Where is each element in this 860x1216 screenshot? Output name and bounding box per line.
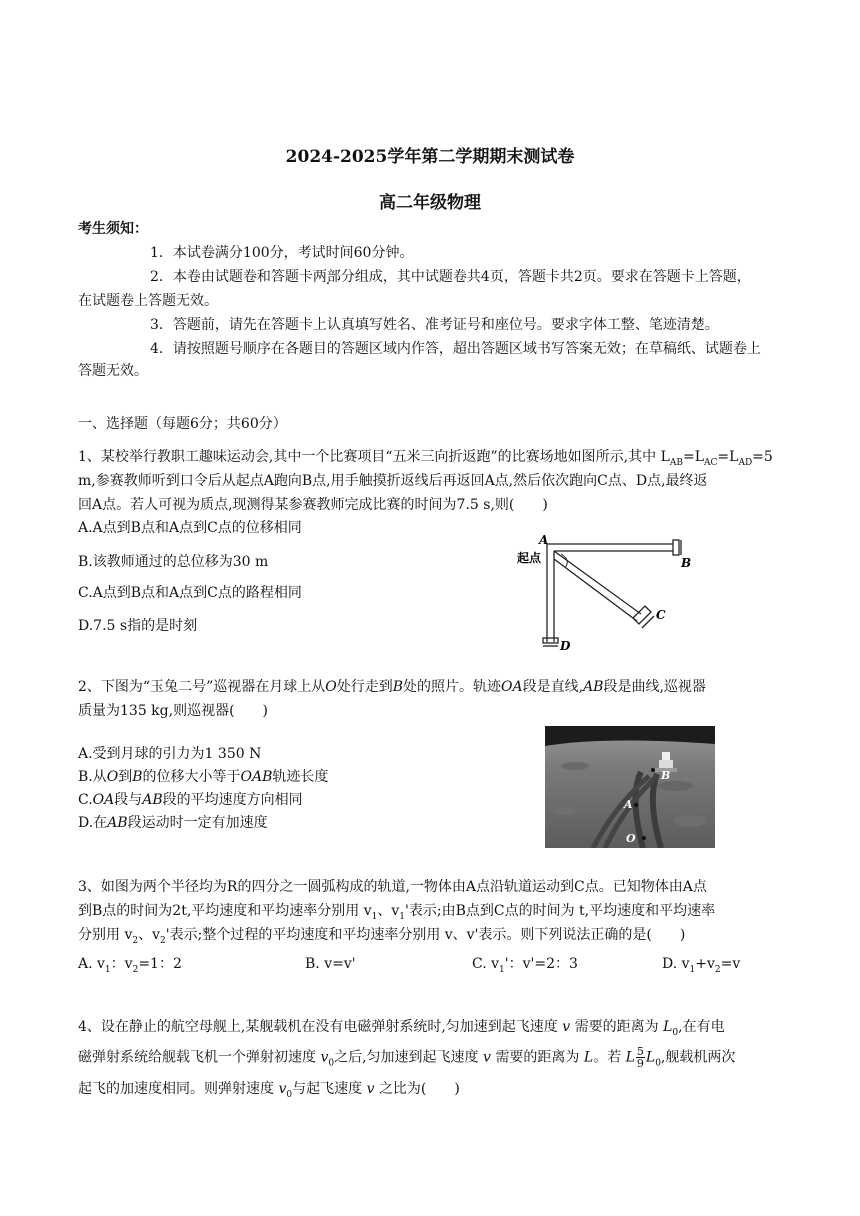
q4-line-1: 4、设在静止的航空母舰上,某舰载机在没有电磁弹射系统时,匀加速到起飞速度 v 需要的距离为 $L_0$,在有电 xyxy=(78,1019,725,1038)
exam-title: 2024-2025学年第二学期期末测试卷 xyxy=(285,147,575,167)
notice-item-2: 2．本卷由试题卷和答题卡两部分组成，其中试题卷共4页，答题卡共2页。要求在答题卡上答题， xyxy=(150,269,751,285)
label-c: C xyxy=(656,608,666,622)
q3-line-3: 分别用 $v_2$、$v_2'$表示;整个过程的平均速度和平均速率分别用 v、v'表示。则下列说法正确的是( ) xyxy=(78,927,686,946)
notice-item-1: 1．本试卷满分100分，考试时间60分钟。 xyxy=(150,245,414,261)
q2-line-2: 质量为135 kg,则巡视器( ) xyxy=(78,703,268,719)
point-a-dot xyxy=(634,803,638,807)
crater xyxy=(561,762,589,770)
point-o-dot xyxy=(642,836,646,840)
label-a: A xyxy=(539,533,549,547)
q4-line-3: 起飞的加速度相同。则弹射速度 $v_0$与起飞速度 v 之比为( ) xyxy=(78,1081,460,1100)
q2-option-a: A.受到月球的引力为1 350 N xyxy=(78,746,262,762)
q3-option-b: B. v=v' xyxy=(305,956,356,972)
crater xyxy=(657,781,693,791)
q1-option-a: A.A点到B点和A点到C点的位移相同 xyxy=(78,520,302,536)
q1-line-3: 回A点。若人可视为质点,现测得某参赛教师完成比赛的时间为7.5 s,则( ) xyxy=(78,497,548,513)
photo-label-b: B xyxy=(661,769,671,782)
finish-line-c-bar xyxy=(642,616,654,628)
photo-label-a: A xyxy=(624,798,633,811)
q2-option-c: C.OA段与AB段的平均速度方向相同 xyxy=(78,792,303,808)
notice-item-2-cont: 在试题卷上答题无效。 xyxy=(78,293,218,309)
section-heading: 一、选择题（每题6分；共60分） xyxy=(78,416,287,432)
fraction-five-ninths: $\frac{5}{9}$ xyxy=(636,1045,644,1070)
lane-ac-bottom xyxy=(554,559,637,621)
q1-option-b: B.该教师通过的总位移为30 m xyxy=(78,554,269,570)
q2-option-d: D.在AB段运动时一定有加速度 xyxy=(78,815,268,831)
q3-line-2: 到B点的时间为2t,平均速度和平均速率分别用 $v_1$、$v_1'$表示;由B点到C点的时间为 t,平均速度和平均速率 xyxy=(78,903,716,922)
q3-option-c: C. $v_1'$：v'=2：3 xyxy=(472,956,578,975)
finish-line-b xyxy=(673,540,679,555)
finish-line-d xyxy=(543,638,558,643)
q3-option-d: D. $v_1+v_2=v$ xyxy=(662,956,741,975)
rover-body xyxy=(659,760,673,768)
crater xyxy=(553,807,577,815)
point-b-dot xyxy=(651,768,655,772)
q4-line-2: 磁弹射系统给舰载飞机一个弹射初速度 $v_0$之后,匀加速到起飞速度 v 需要的距离为 L。若 L $\frac{5}{9}$ $L_0$,舰载机两次 xyxy=(78,1045,736,1070)
q2-line-1: 2、下图为“玉兔二号”巡视器在月球上从O处行走到B处的照片。轨迹OA段是直线,AB段是曲线,巡视器 xyxy=(78,679,706,695)
q1-line-1: 1、某校举行教职工趣味运动会,其中一个比赛项目“五米三向折返跑”的比赛场地如图所示,其中 $L_{AB}=L_{AC}=L_{AD}=5$ xyxy=(78,449,773,468)
q1-track-figure xyxy=(505,530,705,655)
q1-line-2: m,参赛教师听到口令后从起点A跑向B点,用手触摸折返线后再返回A点,然后依次跑向C点、D点,最终返 xyxy=(78,473,708,489)
notice-heading: 考生须知： xyxy=(78,221,148,237)
q1-option-c: C.A点到B点和A点到C点的路程相同 xyxy=(78,585,302,601)
photo-label-o: O xyxy=(626,832,636,845)
label-b: B xyxy=(681,556,692,570)
label-start: 起点 xyxy=(517,551,542,565)
notice-item-4: 4．请按照题号顺序在各题目的答题区域内作答，超出答题区域书写答案无效；在草稿纸、试题卷上 xyxy=(150,341,761,357)
q3-option-a: A. $v_1$：$v_2=1$：2 xyxy=(78,956,182,975)
rover-photo xyxy=(545,726,715,848)
q1-option-d: D.7.5 s指的是时刻 xyxy=(78,618,198,634)
crater xyxy=(674,815,706,827)
q3-line-1: 3、如图为两个半径均为R的四分之一圆弧构成的轨道,一物体由A点沿轨道运动到C点。已知物体由A点 xyxy=(78,879,707,895)
q2-option-b: B.从O到B的位移大小等于OAB轨迹长度 xyxy=(78,769,329,785)
notice-item-4-cont: 答题无效。 xyxy=(78,363,148,379)
rover-mast xyxy=(662,752,670,760)
exam-subtitle: 高二年级物理 xyxy=(379,193,481,213)
answer-card-emphasis: 答题卡 xyxy=(270,269,313,285)
notice-item-3: 3．答题前，请先在答题卡上认真填写姓名、准考证号和座位号。要求字体工整、笔迹清楚。 xyxy=(150,317,719,333)
label-d: D xyxy=(560,639,571,653)
